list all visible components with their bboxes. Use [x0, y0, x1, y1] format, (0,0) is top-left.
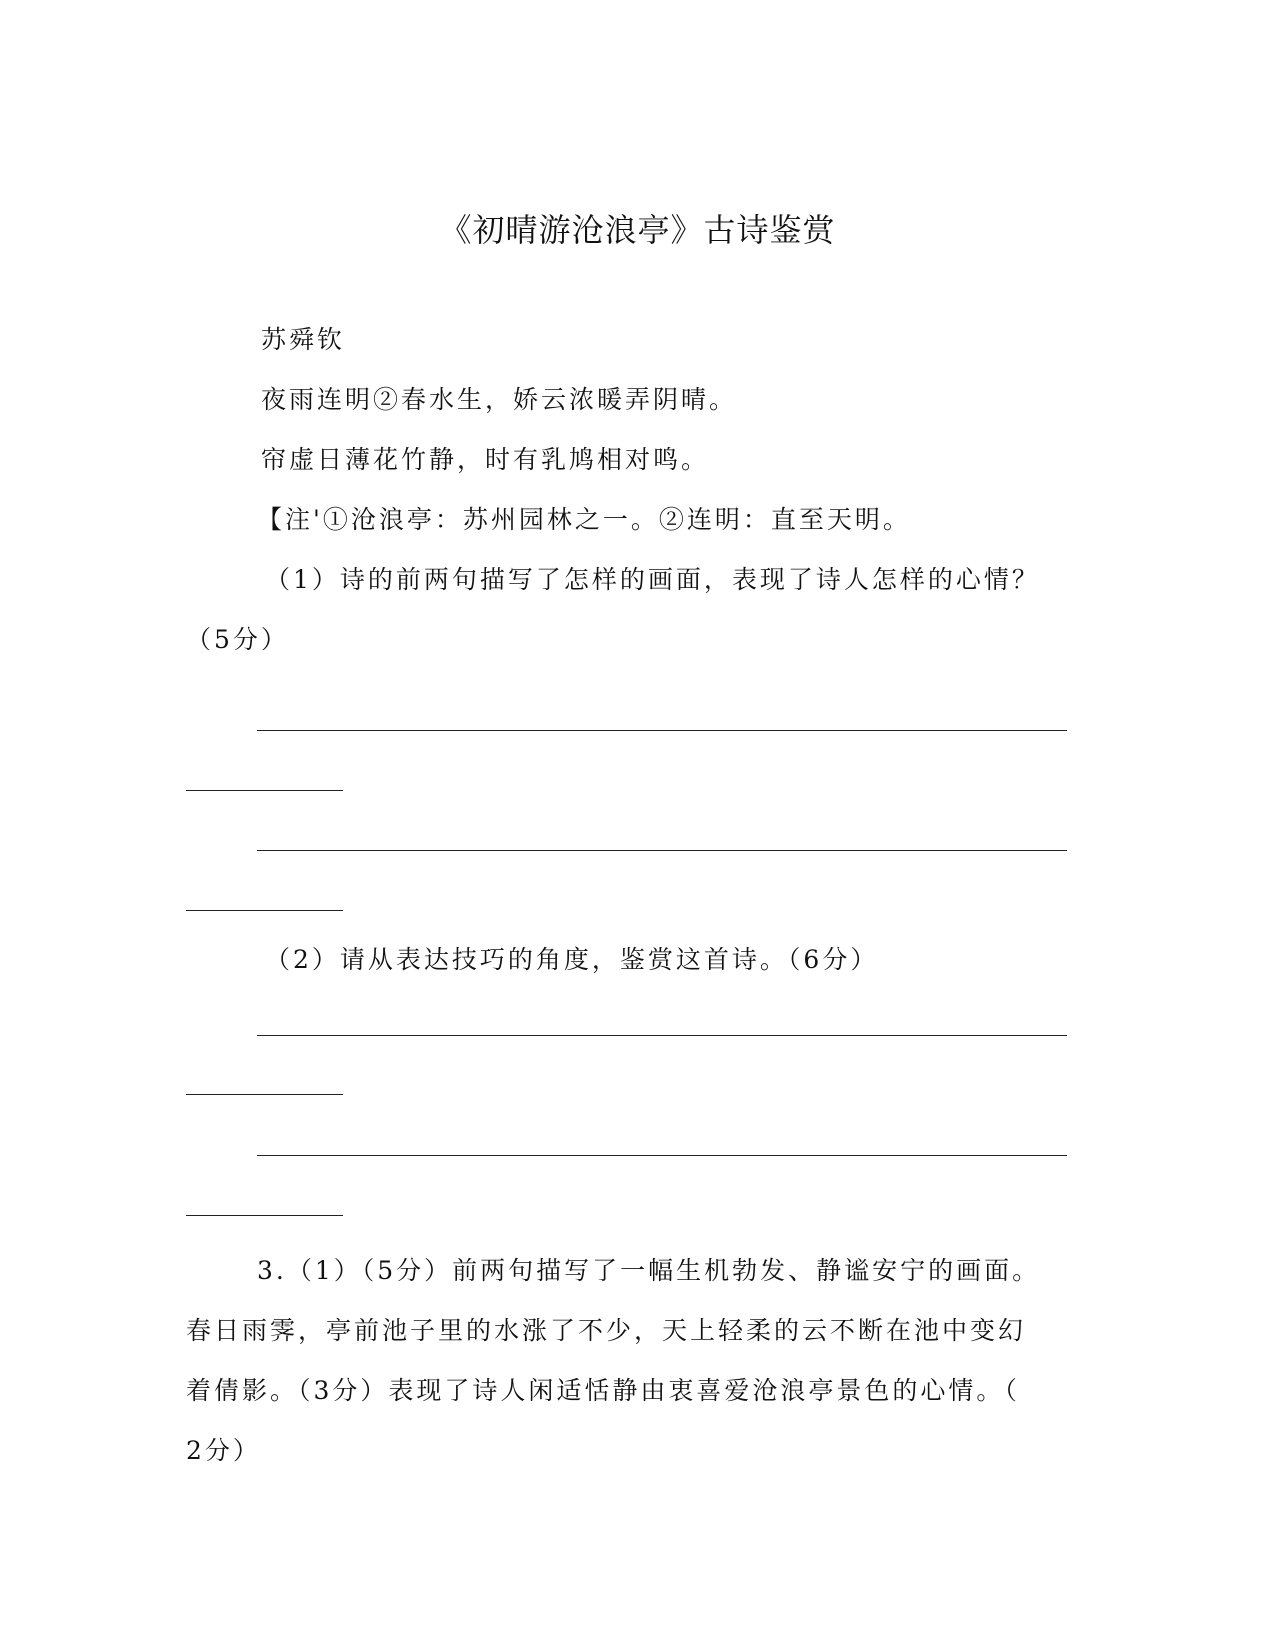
- author-name: 苏舜钦: [261, 325, 346, 354]
- question-1-line-1: （1）诗的前两句描写了怎样的画面，表现了诗人怎样的心情？: [265, 565, 1040, 594]
- answer-line-3: 着倩影。（3分）表现了诗人闲适恬静由衷喜爱沧浪亭景色的心情。（: [186, 1376, 1020, 1405]
- answer-blank-line: [186, 1215, 343, 1216]
- answer-blank-line: [257, 1035, 1067, 1036]
- answer-blank-line: [186, 1094, 343, 1095]
- annotation-note: 【注'①沧浪亭：苏州园林之一。②连明：直至天明。: [257, 505, 911, 534]
- question-1-line-2: （5分）: [186, 625, 289, 654]
- poem-line-2: 帘虚日薄花竹静，时有乳鸠相对鸣。: [261, 445, 710, 474]
- poem-line-1: 夜雨连明②春水生，娇云浓暖弄阴晴。: [261, 385, 738, 414]
- answer-blank-line: [257, 1155, 1067, 1156]
- answer-line-2: 春日雨霁，亭前池子里的水涨了不少，天上轻柔的云不断在池中变幻: [186, 1316, 1027, 1345]
- page-title: 《初晴游沧浪亭》古诗鉴赏: [439, 211, 836, 249]
- answer-blank-line: [257, 850, 1067, 851]
- answer-blank-line: [257, 730, 1067, 731]
- answer-blank-line: [186, 790, 343, 791]
- answer-blank-line: [186, 910, 343, 911]
- question-2: （2）请从表达技巧的角度，鉴赏这首诗。（6分）: [265, 945, 879, 974]
- answer-line-1: 3.（1）（5分）前两句描写了一幅生机勃发、静谧安宁的画面。: [257, 1256, 1041, 1285]
- answer-line-4: 2分）: [186, 1436, 261, 1465]
